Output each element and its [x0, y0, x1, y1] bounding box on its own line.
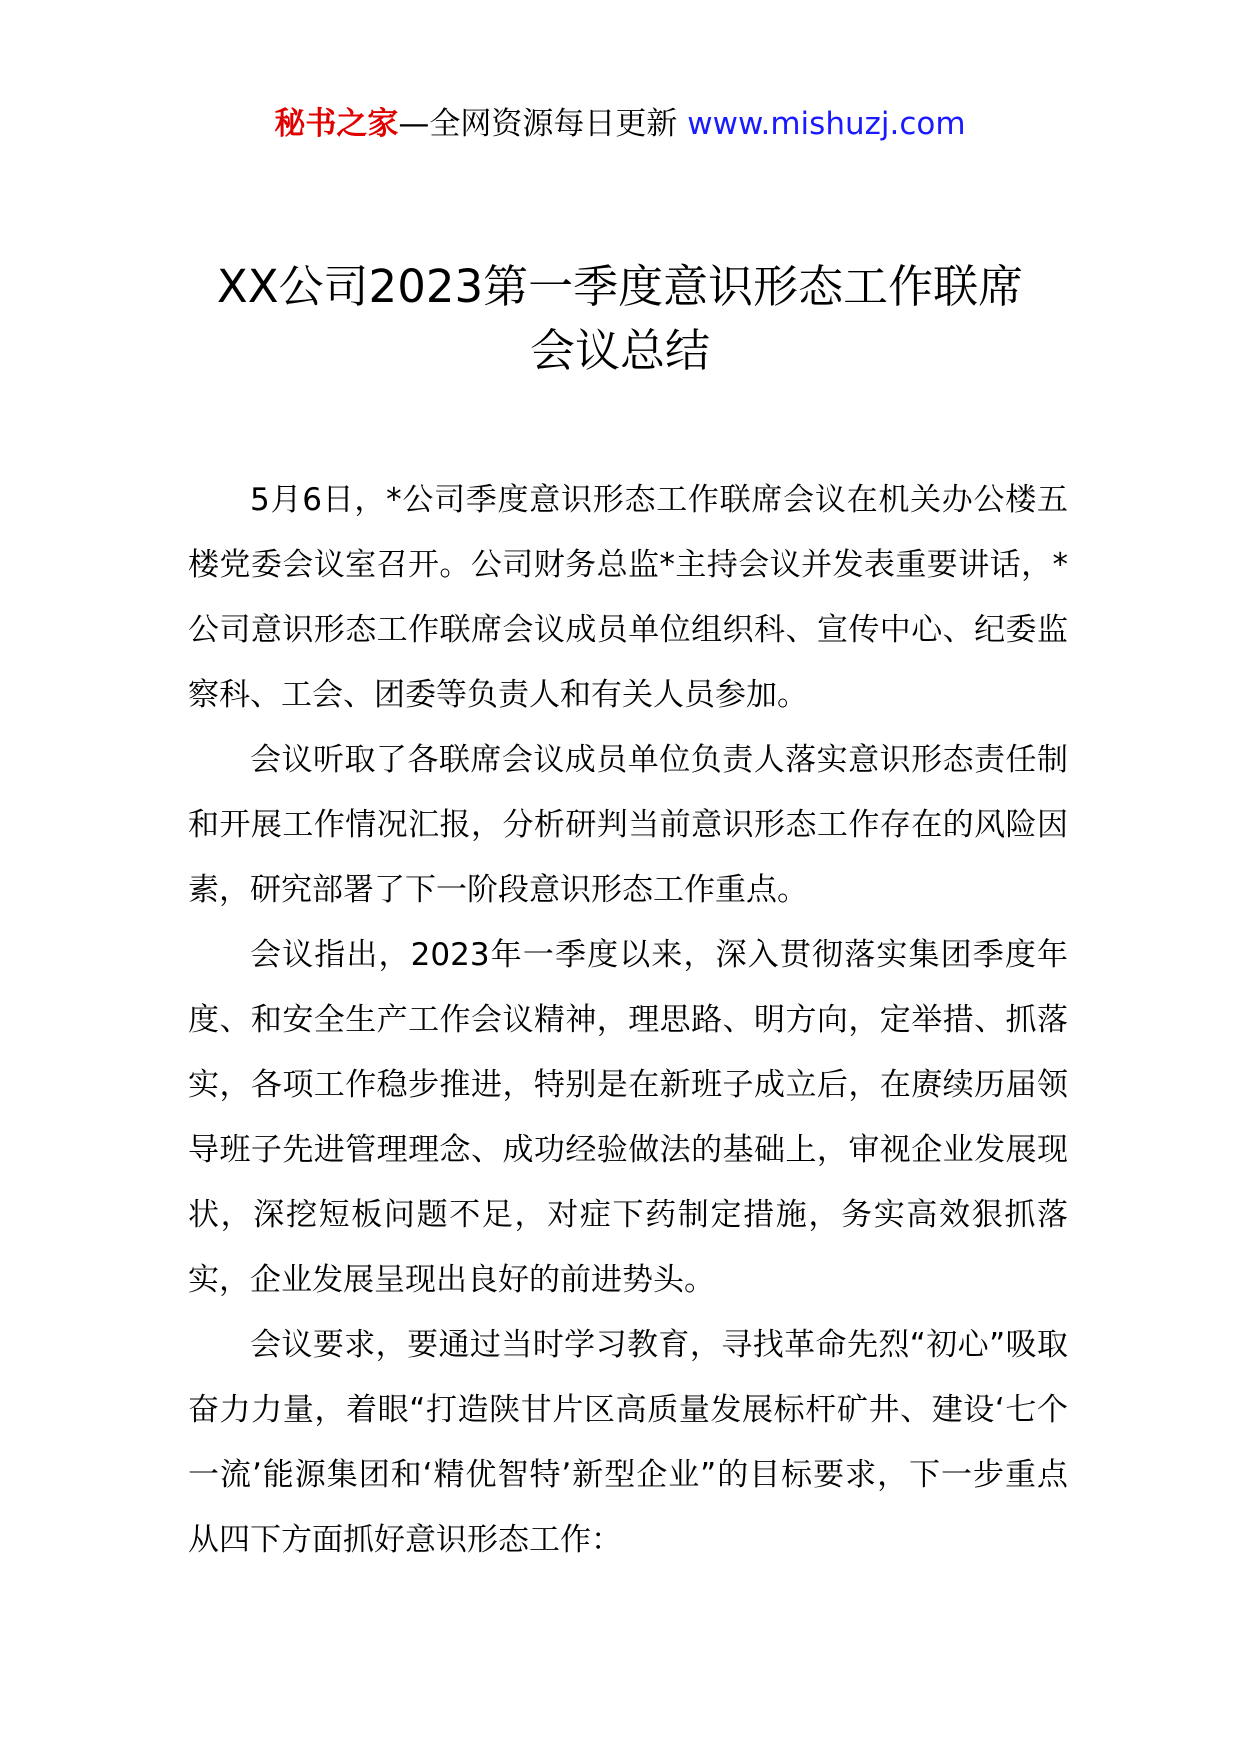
- title-line-1: XX公司2023第一季度意识形态工作联席: [216, 260, 1024, 313]
- paragraph-3: 会议指出，2023年一季度以来，深入贯彻落实集团季度年度、和安全生产工作会议精神，理思路、明方向，定举措、抓落实，各项工作稳步推进，特别是在新班子成立后，在赓续历届领导班子先进管理理念、成功经验做法的基础上，审视企业发展现状，深挖短板问题不足，对症下药制定措施，务实高效狠抓落实，企业发展呈现出良好的前进势头。: [188, 937, 1068, 1298]
- brand-name: 秘书之家: [274, 106, 399, 142]
- header-tagline: —全网资源每日更新: [398, 106, 688, 142]
- document-body: [188, 468, 1068, 1573]
- paragraph-2: 会议听取了各联席会议成员单位负责人落实意识形态责任制和开展工作情况汇报，分析研判当前意识形态工作存在的风险因素，研究部署了下一阶段意识形态工作重点。: [188, 742, 1068, 908]
- site-header: [0, 102, 1240, 146]
- title-line-2: 会议总结: [529, 324, 710, 377]
- paragraph-1: 5月6日，*公司季度意识形态工作联席会议在机关办公楼五楼党委会议室召开。公司财务总监*主持会议并发表重要讲话，*公司意识形态工作联席会议成员单位组织科、宣传中心、纪委监察科、工会、团委等负责人和有关人员参加。: [188, 482, 1068, 713]
- paragraph-4: 会议要求，要通过当时学习教育，寻找革命先烈“初心”吸取奋力力量，着眼“打造陕甘片区高质量发展标杆矿井、建设‘七个一流’能源集团和‘精优智特’新型企业”的目标要求，下一步重点从四下方面抓好意识形态工作：: [188, 1327, 1068, 1558]
- site-url[interactable]: www.mishuzj.com: [687, 106, 966, 142]
- document-title: [140, 255, 1100, 383]
